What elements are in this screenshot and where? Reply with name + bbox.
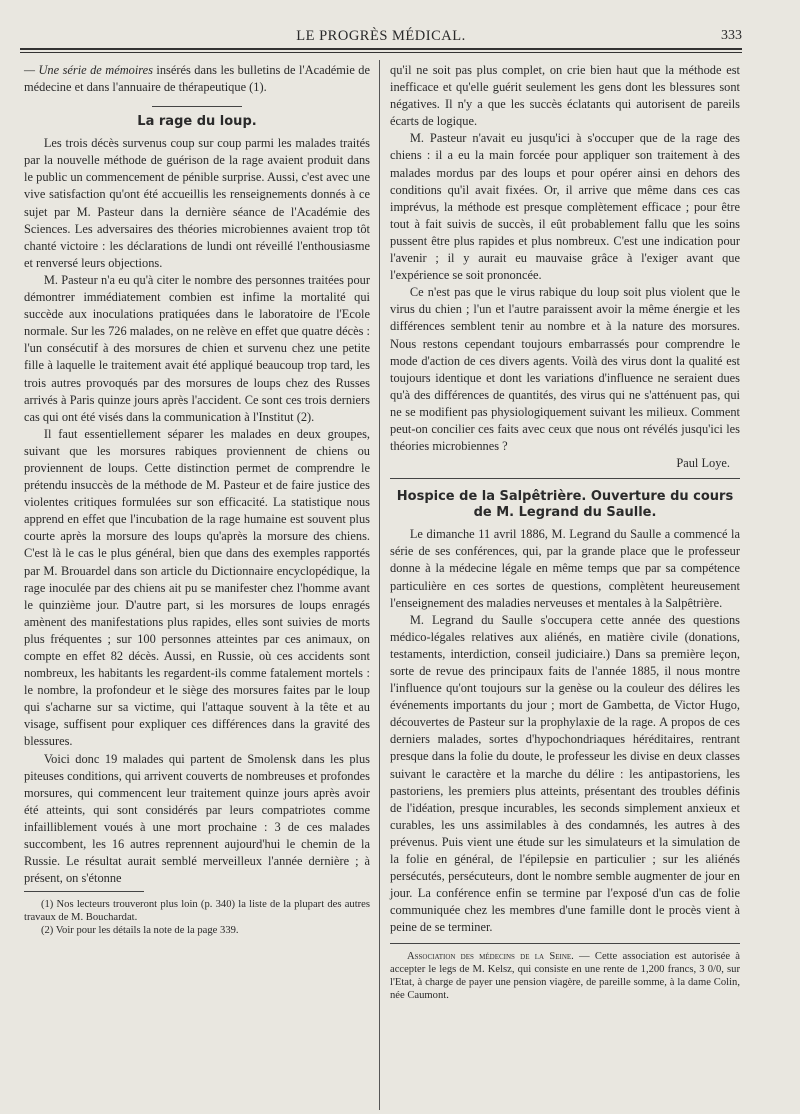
paragraph: qu'il ne soit pas plus complet, on crie bien haut que la méthode est inefficace et qu'elle guérit seulement les gens dont les blessures sont négatives. Il n'y a que les succès éclatants qui autorisent de pareils écarts de logique.	[390, 63, 740, 129]
paragraph: Le dimanche 11 avril 1886, M. Legrand du Saulle a commencé la série de ses conférences, qui, par la grande place que le professeur donne à la médecine légale en même temps que par sa compétence particulière en ces sortes de questions, complètent heureusement l'enseignement des maladies nerveuses et mentales à la Salpêtrière.	[390, 527, 740, 610]
paragraph: Les trois décès survenus coup sur coup parmi les malades traités par la nouvelle méthode de guérison de la rage avaient produit dans le public un commencement de pénible surprise. Aussi, c'est avec une vive satisfaction qu'ont été accueillis les renseignements donnés à ce sujet par M. Pasteur dans la dernière séance de l'Académie des Sciences. Les adversaires des théories microbiennes avaient trop tôt chanté victoire : les déclarations de lundi ont réveillé l'enthousiasme et renversé leurs objections.	[24, 136, 370, 270]
paragraph: Il faut essentiellement séparer les malades en deux groupes, suivant que les morsures rabiques proviennent de chiens ou proviennent de loups. Cette distinction permet de comprendre le prétendu insuccès de la méthode de M. Pasteur et de faire justice des violentes critiques formulées sur son efficacité. La statistique nous apprend en effet que l'incubation de la rage humaine est souvent plus courte après la morsure des loups qu'après la morsure des chiens. C'est là le cas le plus général, bien que dans des exemples rapportés par M. Brouardel dans son article du Dictionnaire encyclopédique, la rage inoculée par des chiens ait pu se manifester chez l'homme avant le quinzième jour. D'autre part, si les morsures de loups enragés amènent des manifestations plus rapides, elles sont suivies de morts plus fréquentes ; sur 100 personnes atteintes par ces animaux, on compte en effet 82 décès. Aussi, en Russie, où ces accidents sont nombreux, les habitants les regardent-ils comme fatalement mortels : le nombre, la profondeur et le siège des morsures faites par le loup qui s'acharne sur sa victime, qui l'attaque souvent à la tête et au visage, suffisent pour expliquer ces différences dans la gravité des blessures.	[24, 426, 370, 749]
intro-note	[24, 62, 370, 96]
section-separator	[390, 478, 740, 479]
intro-rest: insérés dans les bulletins de l'Académie de médecine et dans l'annuaire de thérapeutique (1).	[24, 63, 370, 95]
intro-lead: — Une série de mémoires	[24, 63, 153, 77]
column-divider	[379, 60, 380, 1110]
header-rule-thin	[20, 52, 742, 53]
article-heading-rage: La rage du loup.	[137, 114, 257, 130]
heading-line-2: de M. Legrand du Saulle.	[473, 505, 657, 521]
footnote: (2) Voir pour les détails la note de la page 339.	[40, 925, 239, 937]
header-rule-thick	[20, 48, 742, 50]
article-heading-salpetriere	[390, 489, 740, 521]
paragraph: Ce n'est pas que le virus rabique du loup soit plus violent que le virus du chien ; l'un et l'autre paraissent avoir la même énergie et les différences semblent tenir au nombre et à la nature des morsures. Nous restons cependant toujours embarrassés pour comprendre le mode d'action de ces divers agents. Voilà des virus dont la qualité est toujours identique et dont les variations d'influence ne seraient dues qu'à des différences de quantités, des virus qui ne s'atténuent pas, qui ne se modifient pas physiologiquement suivant les milieux. Comment peut-on concilier ces faits avec ceux que nous ont révélés jusqu'ici les théories microbiennes ?	[390, 285, 740, 454]
page-number: 333	[721, 28, 742, 43]
journal-title: LE PROGRÈS MÉDICAL.	[296, 28, 466, 44]
footnote-rule	[24, 891, 144, 892]
paragraph: Voici donc 19 malades qui partent de Smolensk dans les plus piteuses conditions, qui arrivent couverts de nombreuses et profondes morsures, qui commencent leur traitement quinze jours après avoir été atteints, qui sont considérés par leurs compatriotes comme infailliblement voués à une mort prochaine : 3 de ces malades succombent, les 16 autres reprennent aujourd'hui le chemin de la Russie. Le résultat aurait semblé merveilleux l'année dernière ; à présent, on s'étonne	[24, 751, 370, 886]
author-signature: Paul Loye.	[676, 456, 730, 471]
heading-line-1: Hospice de la Salpêtrière. Ouverture du cours	[396, 489, 734, 505]
running-header	[20, 28, 742, 46]
paragraph: M. Pasteur n'a eu qu'à citer le nombre des personnes traitées pour démontrer immédiatement combien est infime la mortalité qui succède aux inoculations pratiquées dans le laboratoire de l'Ecole normale. Sur les 726 malades, on ne relève en effet que quatre décès : l'un consécutif à des morsures de chien et survenu chez une petite fille à laquelle le traitement avait été appliqué beaucoup trop tard, les trois autres provoqués par des morsures de loups chez des Russes arrivés à Paris quinze jours après l'accident. Ce sont ces trois derniers cas qui ont été visés dans la communication à l'Institut (2).	[24, 272, 370, 424]
right-column	[390, 62, 740, 1002]
section-separator	[390, 943, 740, 944]
footnote: (1) Nos lecteurs trouveront plus loin (p. 340) la liste de la plupart des autres travaux de M. Bouchardat.	[24, 899, 370, 924]
paragraph: M. Legrand du Saulle s'occupera cette année des questions médico-légales relatives aux aliénés, en matière civile (donations, testaments, interdiction, conseil judiciaire.) Dans sa première leçon, sorte de revue des principaux faits de l'année 1885, il nous montre l'influence qu'ont toujours sur la genèse ou la couleur des délires les événements importants du jour ; mort de Gambetta, de Victor Hugo, découvertes de Pasteur sur la prophylaxie de la rage. A propos de ces derniers malades, sortes d'hypochondriaques héréditaires, rentrant presque dans la folie du doute, le professeur les divise en deux classes suivant le caractère et la marche du délire : les antipastoriens, les pastoriens, les premiers plus atteints, présentant des troubles définis de l'idéation, presque incurables, les seconds simplement anxieux et curables, les uns assimilables à des condamnés, les autres à des prévenus. Puis vient une étude sur les simulateurs et la simulation de la folie en général, de l'épilepsie en particulier ; sur les aliénés persécutés, persécuteurs, dont le nombre semble augmenter de jour en jour. La conférence enfin se termine par l'exposé d'un cas de folie communiquée chez les membres d'une famille dont le procès vient à peine de se terminer.	[390, 612, 740, 935]
association-title: Association des médecins de la Seine.	[406, 950, 574, 962]
paragraph: M. Pasteur n'avait eu jusqu'ici à s'occuper que de la rage des chiens : il a eu la main forcée pour appliquer son traitement à des malades mordus par des loups et pour opérer ainsi en dehors des conditions qu'il avait fixées. Or, il arrive que même dans ces cas imprévus, la méthode est presque complètement efficace ; pour être tout à fait suivis de succès, il eût probablement fallu que les soins pussent être plus rapides et plus nombreux. C'est une indication pour l'avenir ; il y aurait eu mauvaise grâce à l'exiger avant que l'expérience se soit prononcée.	[390, 131, 740, 283]
section-separator	[152, 106, 242, 107]
left-column	[24, 62, 370, 937]
association-notice	[390, 950, 740, 1002]
association-text: — Cette association est autorisée à accepter le legs de M. Kelsz, qui consiste en une rente de 1,200 francs, 3 0/0, sur l'Etat, à charge de payer une pension viagère, de pareille somme, à la dame Colin, née Caumont.	[390, 950, 741, 1001]
